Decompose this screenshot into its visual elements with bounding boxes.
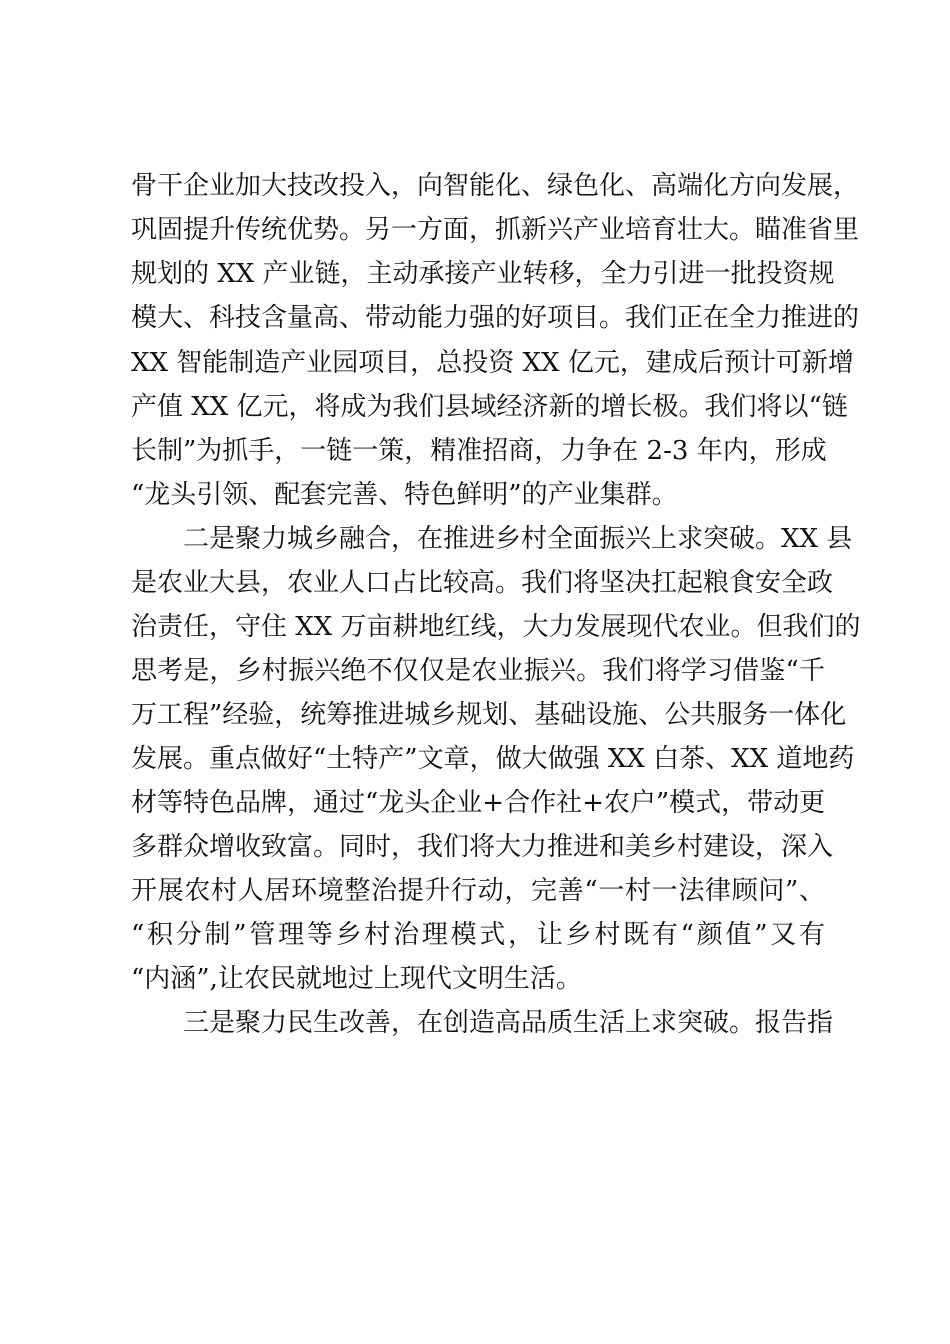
text-line: 思考是，乡村振兴绝不仅仅是农业振兴。我们将学习借鉴“千 (131, 656, 825, 686)
text-line: 模大、科技含量高、带动能力强的好项目。我们正在全力推进的 (131, 303, 860, 333)
text-line: 多群众增收致富。同时，我们将大力推进和美乡村建设，深入 (131, 832, 834, 862)
text-line: 万工程”经验，统筹推进城乡规划、基础设施、公共服务一体化 (131, 700, 847, 730)
text-line: 治责任，守住 XX 万亩耕地红线，大力发展现代农业。但我们的 (131, 612, 861, 642)
text-line: 规划的 XX 产业链，主动承接产业转移，全力引进一批投资规 (131, 259, 835, 289)
text-line: 产值 XX 亿元，将成为我们县域经济新的增长极。我们将以“链 (131, 392, 848, 422)
text-line: 骨干企业加大技改投入，向智能化、绿色化、高端化方向发展， (131, 171, 860, 201)
paragraph-start-line: 二是聚力城乡融合，在推进乡村全面振兴上求突破。XX 县 (131, 524, 853, 554)
text-line: 长制”为抓手，一链一策，精准招商，力争在 2-3 年内，形成 (131, 436, 827, 466)
text-line: 巩固提升传统优势。另一方面，抓新兴产业培育壮大。瞄准省里 (131, 215, 860, 245)
text-line: 发展。重点做好“土特产”文章，做大做强 XX 白茶、XX 道地药 (131, 744, 855, 774)
text-line: XX 智能制造产业园项目，总投资 XX 亿元，建成后预计可新增 (131, 348, 854, 378)
text-line: “积分制”管理等乡村治理模式，让乡村既有“颜值”又有 (131, 920, 825, 950)
text-line: “内涵”,让农民就地过上现代文明生活。 (131, 964, 582, 994)
text-line: 开展农村人居环境整治提升行动，完善“一村一法律顾问”、 (131, 876, 825, 906)
paragraph-start-line: 三是聚力民生改善，在创造高品质生活上求突破。报告指 (131, 1008, 834, 1038)
text-line: 是农业大县，农业人口占比较高。我们将坚决扛起粮食安全政 (131, 568, 834, 598)
text-line: 材等特色品牌，通过“龙头企业+合作社+农户”模式，带动更 (131, 788, 826, 818)
text-line: “龙头引领、配套完善、特色鲜明”的产业集群。 (131, 480, 678, 510)
